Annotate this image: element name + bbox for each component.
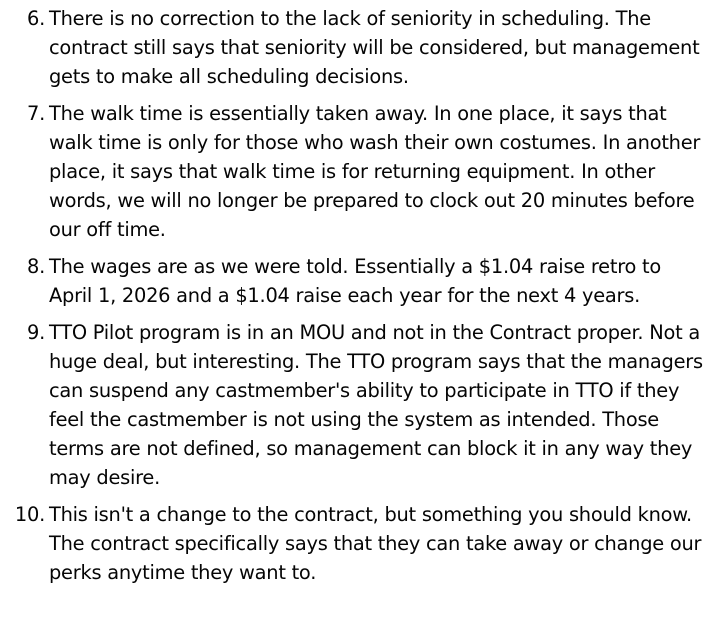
list-number: 9. <box>26 321 45 344</box>
list-item-9 <box>0 318 711 492</box>
list-item-text: This isn't a change to the contract, but something you should know. The contract specifically says that they can take away or change our perks anytime they want to. <box>49 503 702 584</box>
list-item-text: The wages are as we were told. Essentially a $1.04 raise retro to April 1, 2026 and a $1.04 raise each year for the next 4 years. <box>49 255 662 307</box>
list-number: 8. <box>26 255 45 278</box>
list-item-text: TTO Pilot program is in an MOU and not in the Contract proper. Not a huge deal, but interesting. The TTO program says that the managers can suspend any castmember's ability to participate in TTO if they feel the castmember is not using the system as intended. Those terms are not defined, so management can block it in any way they may desire. <box>49 321 703 489</box>
list-item-text: There is no correction to the lack of seniority in scheduling. The contract still says that seniority will be considered, but management gets to make all scheduling decisions. <box>49 7 700 88</box>
list-item-10 <box>0 500 711 587</box>
list-item-text: The walk time is essentially taken away. In one place, it says that walk time is only for those who wash their own costumes. In another place, it says that walk time is for returning equipment. In other words, we will no longer be prepared to clock out 20 minutes before our off time. <box>49 102 701 241</box>
numbered-list <box>0 4 711 595</box>
list-number: 7. <box>26 102 45 125</box>
list-item-8 <box>0 252 711 310</box>
list-item-6 <box>0 4 711 91</box>
list-number: 10. <box>14 503 45 526</box>
list-number: 6. <box>26 7 45 30</box>
list-item-7 <box>0 99 711 244</box>
